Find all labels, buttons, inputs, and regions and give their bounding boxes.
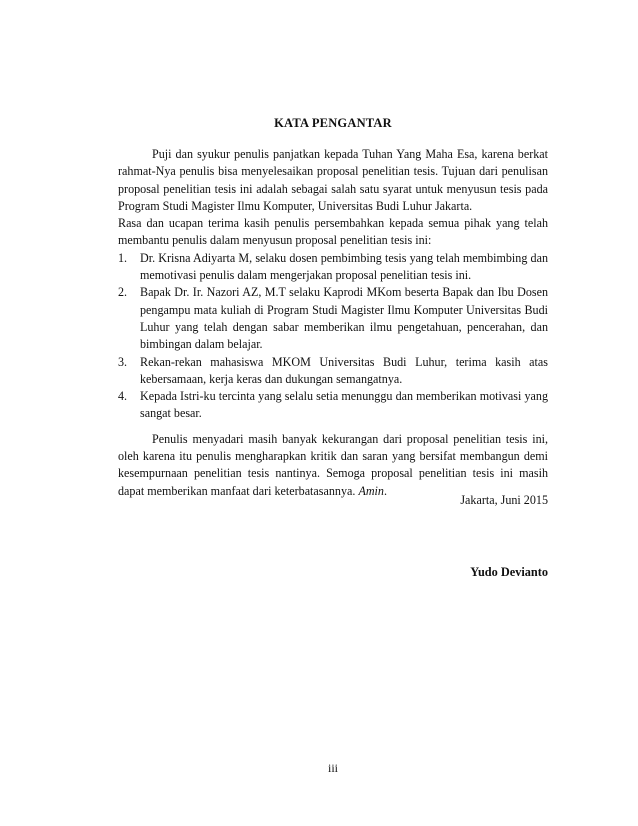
paragraph-thanks-intro: Rasa dan ucapan terima kasih penulis persembahkan kepada semua pihak yang telah membantu penulis dalam menyusun proposal penelitian tesis ini: (118, 216, 548, 248)
list-item (118, 284, 548, 353)
closing-period: . (383, 483, 387, 498)
list-item (118, 250, 548, 285)
list-item-text: Rekan-rekan mahasiswa MKOM Universitas Budi Luhur, terima kasih atas kebersamaan, kerja keras dan dukungan semangatnya. (140, 354, 548, 386)
list-item (118, 354, 548, 389)
paragraph-closing (118, 431, 548, 500)
list-item-number: 1. (118, 250, 128, 265)
page-number: iii (327, 761, 338, 775)
list-item-text: Dr. Krisna Adiyarta M, selaku dosen pembimbing tesis yang telah membimbing dan memotivasi penulis dalam mengerjakan proposal penelitian tesis ini. (140, 250, 548, 283)
page-title: KATA PENGANTAR (274, 116, 392, 130)
document-page (118, 0, 548, 826)
list-item-number: 2. (118, 285, 128, 300)
closing-amin: Amin (358, 483, 384, 498)
list-item-text: Kepada Istri-ku tercinta yang selalu setia menunggu dan memberikan motivasi yang sangat besar. (140, 389, 548, 421)
list-item-text: Bapak Dr. Ir. Nazori AZ, M.T selaku Kaprodi MKom beserta Bapak dan Ibu Dosen pengampu mata kuliah di Program Studi Magister Ilmu Komputer Universitas Budi Luhur yang telah dengan sabar memberikan ilmu pengetahuan, pencerahan, dan bimbingan dalam belajar. (140, 285, 548, 352)
signature-place-date: Jakarta, Juni 2015 (460, 493, 548, 507)
document-body (118, 146, 548, 500)
list-item-number: 4. (118, 389, 128, 404)
thanks-list (118, 250, 548, 423)
list-item-number: 3. (118, 354, 128, 369)
signature-name: Yudo Devianto (470, 565, 548, 579)
closing-text: Penulis menyadari masih banyak kekurangan dari proposal penelitian tesis ini, oleh karena itu penulis mengharapkan kritik dan saran yang bersifat membangun demi kesempurnaan penelitian tesis nantinya. Semoga proposal penelitian tesis ini masih dapat memberikan manfaat dari keterbatasannya. (118, 431, 548, 498)
paragraph-opening: Puji dan syukur penulis panjatkan kepada Tuhan Yang Maha Esa, karena berkat rahmat-Nya penulis bisa menyelesaikan proposal penelitian tesis. Tujuan dari penulisan proposal penelitian tesis ini adalah sebagai salah satu syarat untuk menyusun tesis pada Program Studi Magister Ilmu Komputer, Universitas Budi Luhur Jakarta. (118, 147, 548, 213)
list-item (118, 388, 548, 423)
